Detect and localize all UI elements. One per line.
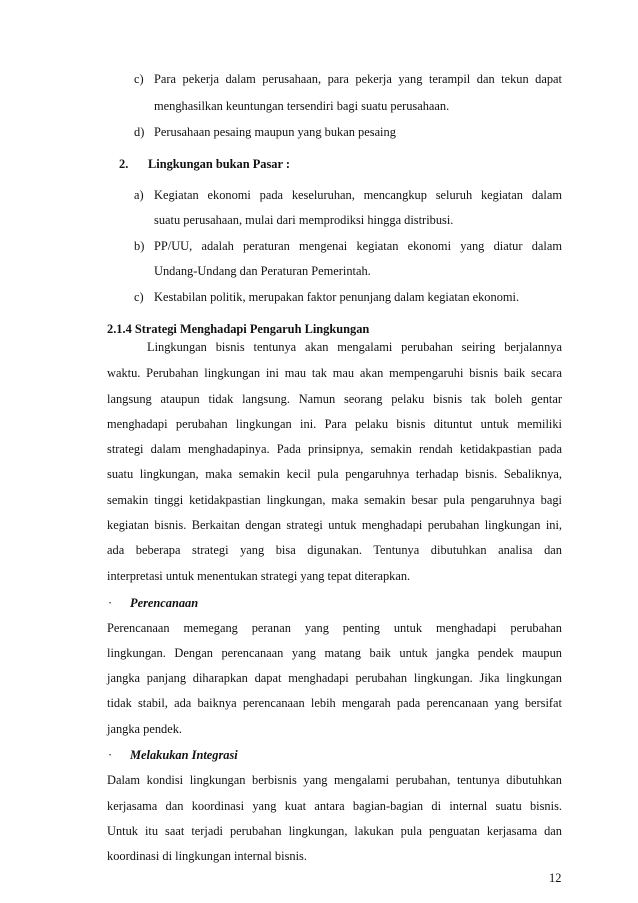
paragraph-line: Perencanaan memegang peranan yang penting untuk menghadapi perubahan: [107, 621, 562, 635]
bullet-mark: ·: [108, 596, 113, 610]
bullet-mark: ·: [108, 748, 113, 762]
paragraph-line: interpretasi untuk menentukan strategi yang tepat diterapkan.: [107, 569, 411, 583]
paragraph-line: jangka panjang diharapkan dapat menghadapi perubahan lingkungan. Jika lingkungan: [107, 671, 562, 685]
list-text-line: Kegiatan ekonomi pada keseluruhan, mencangkup seluruh kegiatan dalam: [154, 188, 562, 202]
list-label: c): [134, 290, 144, 304]
paragraph-line: Lingkungan bisnis tentunya akan mengalami perubahan seiring berjalannya: [147, 340, 562, 354]
list-text-line: PP/UU, adalah peraturan mengenai kegiatan ekonomi yang diatur dalam: [154, 239, 562, 253]
paragraph-line: kerjasama dan koordinasi yang kuat antara bagian-bagian di internal suatu bisnis.: [107, 799, 562, 813]
subsection-heading: 2.1.4 Strategi Menghadapi Pengaruh Lingkungan: [107, 322, 370, 336]
paragraph-line: langsung ataupun tidak langsung. Namun seorang pelaku bisnis tak boleh gentar: [107, 392, 562, 406]
list-text-line: Para pekerja dalam perusahaan, para pekerja yang terampil dan tekun dapat: [154, 72, 562, 86]
section-number: 2.: [119, 157, 129, 171]
bullet-title: Melakukan Integrasi: [130, 748, 238, 762]
paragraph-line: Untuk itu saat terjadi perubahan lingkungan, lakukan pula penguatan kerjasama dan: [107, 824, 562, 838]
list-label: b): [134, 239, 145, 253]
bullet-title: Perencanaan: [130, 596, 199, 610]
list-label: d): [134, 125, 145, 139]
page-number: 12: [549, 871, 562, 885]
section-title: Lingkungan bukan Pasar :: [148, 157, 290, 171]
list-text-line: suatu perusahaan, mulai dari memprodiksi hingga distribusi.: [154, 213, 454, 227]
paragraph-line: strategi dalam menghadapinya. Pada prinsipnya, semakin rendah ketidakpastian pada: [107, 442, 562, 456]
list-label: c): [134, 72, 144, 86]
list-text-line: Kestabilan politik, merupakan faktor penunjang dalam kegiatan ekonomi.: [154, 290, 520, 304]
paragraph-line: semakin tinggi ketidakpastian lingkungan, maka semakin besar pula pengaruhnya bagi: [107, 493, 562, 507]
paragraph-line: menghadapi perubahan lingkungan ini. Para pelaku bisnis dituntut untuk memiliki: [107, 417, 562, 431]
paragraph-line: koordinasi di lingkungan internal bisnis.: [107, 849, 307, 863]
list-label: a): [134, 188, 144, 202]
paragraph-line: tidak stabil, ada baiknya perencanaan lebih mengarah pada perencanaan yang bersifat: [107, 696, 562, 710]
paragraph-line: lingkungan. Dengan perencanaan yang matang baik untuk jangka pendek maupun: [107, 646, 562, 660]
list-text-line: menghasilkan keuntungan tersendiri bagi suatu perusahaan.: [154, 99, 450, 113]
paragraph-line: kegiatan bisnis. Berkaitan dengan strategi untuk menghadapi perubahan lingkungan ini,: [107, 518, 562, 532]
paragraph-line: waktu. Perubahan lingkungan ini mau tak mau akan mempengaruhi bisnis baik secara: [107, 366, 562, 380]
paragraph-line: ada beberapa strategi yang bisa digunakan. Tentunya dibutuhkan analisa dan: [107, 543, 562, 557]
paragraph-line: suatu lingkungan, maka semakin kecil pula pengaruhnya terhadap bisnis. Sebaliknya,: [107, 467, 562, 481]
list-text-line: Undang-Undang dan Peraturan Pemerintah.: [154, 264, 371, 278]
list-text-line: Perusahaan pesaing maupun yang bukan pesaing: [154, 125, 396, 139]
paragraph-line: jangka pendek.: [107, 722, 183, 736]
paragraph-line: Dalam kondisi lingkungan berbisnis yang mengalami perubahan, tentunya dibutuhkan: [107, 773, 562, 787]
